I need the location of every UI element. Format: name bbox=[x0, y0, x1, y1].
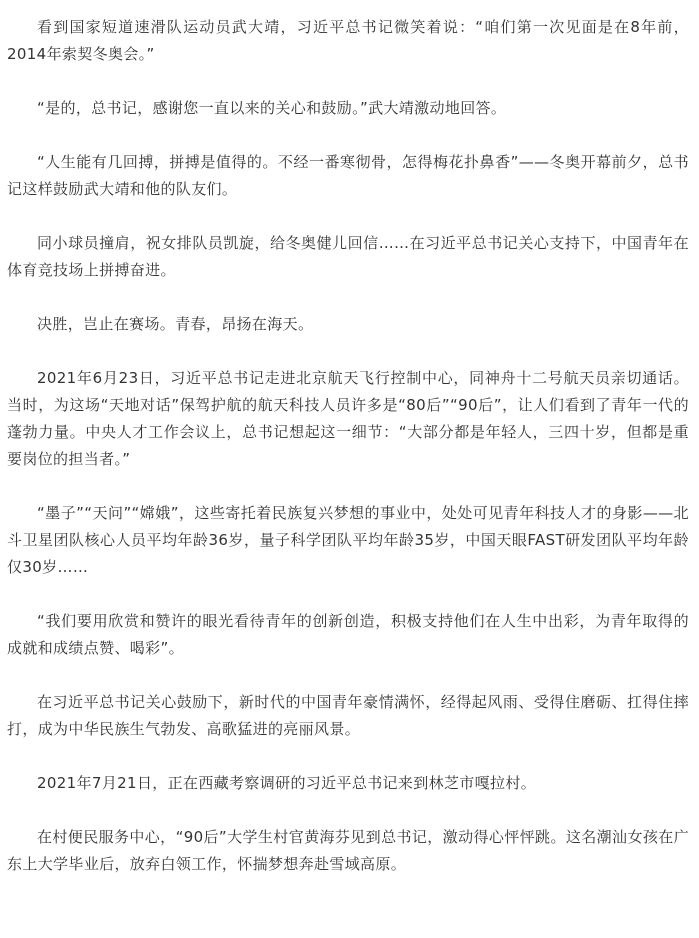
paragraph-8: “我们要用欣赏和赞许的眼光看待青年的创新创造，积极支持他们在人生中出彩，为青年取得的成就和成绩点赞、喝彩”。 bbox=[7, 612, 689, 657]
paragraph-9: 在习近平总书记关心鼓励下，新时代的中国青年豪情满怀，经得起风雨、受得住磨砺、扛得住摔打，成为中华民族生气勃发、高歌猛进的亮丽风景。 bbox=[7, 693, 689, 738]
paragraph-7: “墨子”“天问”“嫦娥”，这些寄托着民族复兴梦想的事业中，处处可见青年科技人才的身影——北斗卫星团队核心人员平均年龄36岁，量子科学团队平均年龄35岁，中国天眼FAST研发团队平均年龄仅30岁…… bbox=[7, 504, 689, 576]
paragraph-1: 看到国家短道速滑队运动员武大靖，习近平总书记微笑着说：“咱们第一次见面是在8年前，2014年索契冬奥会。” bbox=[7, 18, 689, 63]
paragraph-10: 2021年7月21日，正在西藏考察调研的习近平总书记来到林芝市嘎拉村。 bbox=[37, 774, 537, 792]
paragraph-6: 2021年6月23日，习近平总书记走进北京航天飞行控制中心，同神舟十二号航天员亲切通话。当时，为这场“天地对话”保驾护航的航天科技人员许多是“80后”“90后”，让人们看到了青年一代的蓬勃力量。中央人才工作会议上，总书记想起这一细节：“大部分都是年轻人，三四十岁，但都是重要岗位的担当者。” bbox=[7, 369, 689, 468]
paragraph-2: “是的，总书记，感谢您一直以来的关心和鼓励。”武大靖激动地回答。 bbox=[37, 99, 507, 117]
paragraph-11: 在村便民服务中心，“90后”大学生村官黄海芬见到总书记，激动得心怦怦跳。这名潮汕女孩在广东上大学毕业后，放弃白领工作，怀揣梦想奔赴雪域高原。 bbox=[7, 828, 689, 873]
paragraph-3: “人生能有几回搏，拼搏是值得的。不经一番寒彻骨，怎得梅花扑鼻香”——冬奥开幕前夕，总书记这样鼓励武大靖和他的队友们。 bbox=[7, 153, 689, 198]
paragraph-5: 决胜，岂止在赛场。青春，昂扬在海天。 bbox=[37, 315, 314, 333]
paragraph-4: 同小球员撞肩，祝女排队员凯旋，给冬奥健儿回信……在习近平总书记关心支持下，中国青年在体育竞技场上拼搏奋进。 bbox=[7, 234, 689, 279]
